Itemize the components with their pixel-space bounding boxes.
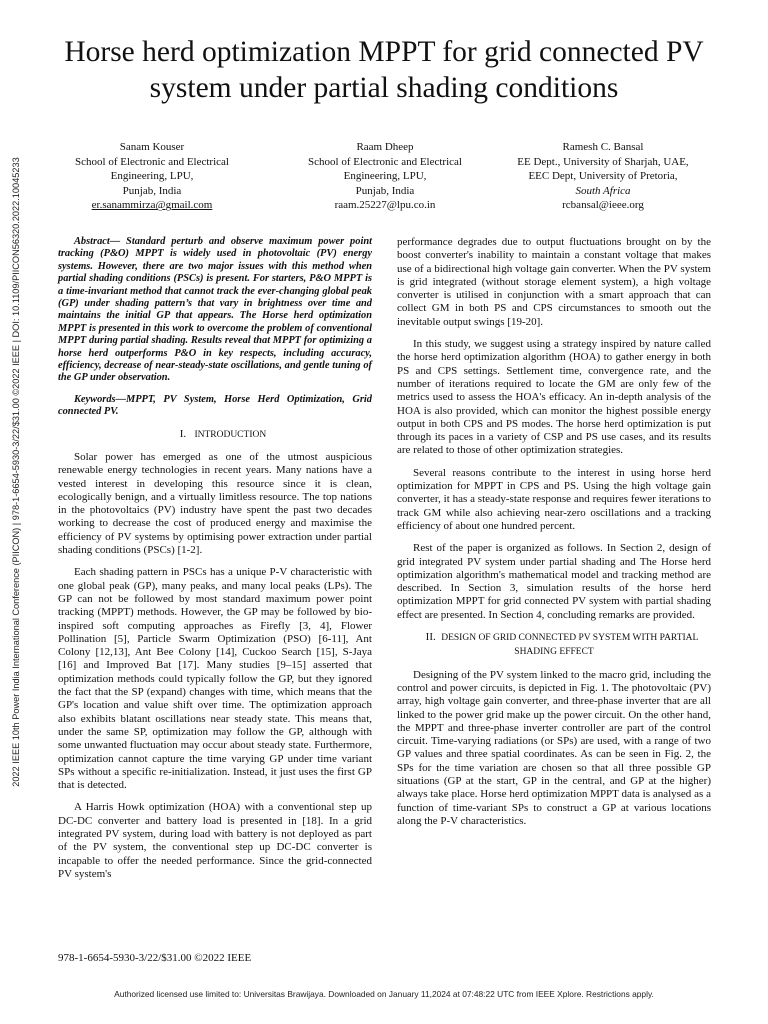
body-paragraph: In this study, we suggest using a strategy inspired by nature called the horse herd optimization algorithm (HOA) to gather energy in both PS and CPS settings. Settlement time, convergence rate, and the number of iterations required to locate the GM are only few of the metrics used to assess the HOA's efficacy. An in-depth analysis of the HOA is also provided, which can monitor the highest possible energy output in both CPS and PS modes. The horse herd optimization is put through its paces in a variety of CSP and PS use cases, and its results are related to those of other optimization strategies.: [397, 338, 711, 457]
author-name: Ramesh C. Bansal: [562, 141, 644, 153]
body-paragraph: A Harris Howk optimization (HOA) with a conventional step up DC-DC converter and battery load is presented in [18]. In a grid integrated PV system, during load with battery is not deployed as part of the PV system, the conventional step up DC-DC converter is incapable to offer the needed performance. Since the grid-connected PV system's: [58, 801, 372, 880]
side-citation: [8, 157, 24, 787]
right-column: [397, 236, 711, 837]
abstract-lead: Abstract—: [74, 236, 121, 247]
paper-title: Horse herd optimization MPPT for grid connected PV system under partial shading conditions: [64, 36, 704, 104]
author-email: raam.25227@lpu.co.in: [334, 199, 436, 212]
body-paragraph: Rest of the paper is organized as follows. In Section 2, design of grid integrated PV system under partial shading and The Horse herd optimization algorithm's mathematical model and tracking method are described. In Section 3, simulation results of the horse herd optimization MPPT for grid connected PV system with partial shading effect are presented. In Section 4, concluding remarks are provided.: [397, 542, 711, 621]
section-heading-introduction: [58, 428, 372, 442]
body-paragraph: Several reasons contribute to the interest in using horse herd optimization for MPPT in CPS and PS. Using the high voltage gain converter, it has a steady-state response and requires fewer iterations to track GM while also achieving near-zero oscillations and a tracking efficiency of about one hundred percent.: [397, 466, 711, 532]
side-citation-text: 2022 IEEE 10th Power India International Conference (PIICON) | 978-1-6654-5930-3/22/$31.00 ©2022 IEEE | DOI: 10.1109/PIICON56320.2022.10045233: [11, 157, 21, 787]
keywords: [58, 394, 372, 419]
author-name: Raam Dheep: [356, 141, 414, 153]
section-title-line2: SHADING EFFECT: [514, 647, 594, 658]
footer-copyright: 978-1-6654-5930-3/22/$31.00 ©2022 IEEE: [58, 952, 252, 964]
body-paragraph: Designing of the PV system linked to the macro grid, including the control and power circuits, is depicted in Fig. 1. The photovoltaic (PV) array, high voltage gain converter, and three-phase inverter that are all linked to the power grid make up the power circuit. On the other hand, the MPPT and three-phase inverter controller are part of the control circuit. Time-varying radiations (or SPs) are used, with a range of two GP values and three spatial coordinates. As can be seen in Fig. 2, the SPs for the time variation are chosen so that all three possible GP situations (GP at the start, GP in the central, and GP at the higher) always take place. Horse herd optimization MPPT data is analysed as a function of time-variant SPs to construct a GP at various locations along the P-V characteristics.: [397, 668, 711, 827]
license-notice: Authorized licensed use limited to: Universitas Brawijaya. Downloaded on January 11,2024 at 07:48:22 UTC from IEEE Xplore. Restrictions apply.: [114, 989, 654, 999]
author-block-3: [498, 140, 708, 213]
author-affiliation: Engineering, LPU,: [110, 170, 194, 183]
author-block-2: [285, 140, 485, 213]
section-heading-design: [397, 631, 711, 660]
abstract-text: Standard perturb and observe maximum power point tracking (P&O) MPPT is widely used in photovoltaic (PV) energy systems. However, there are two major issues with this method when partial shading conditions (PSCs) is present. For starters, P&O MPPT is a time-invariant method that cannot track the ever-changing global peak (GP) under shading pattern’s that vary in brightness over time and maintains the initial GP that appears. The Horse herd optimization MPPT is presented in this work to overcome the problem of conventional MPPT during partial shading. Results reveal that MPPT for optimizing a horse herd outperforms P&O in key respects, including accuracy, efficiency, decrease of near-steady-state oscillations, and gentle tuning of the GP under observation.: [58, 236, 372, 384]
section-number: II.: [425, 631, 436, 644]
body-paragraph: Solar power has emerged as one of the utmost auspicious renewable energy technologies in recent years. Many nations have a vested interest in developing this resource since it is clean, ecologically benign, and a virtually limitless resource. The top nations in the photovoltaics (PV) industry have spent the past two decades working to decrease the cost of produced energy and maximise the efficiency of PV systems by optimising power extraction under partial shading conditions (PSCs) [1-2].: [58, 450, 372, 557]
author-email: rcbansal@ieee.org: [562, 199, 644, 212]
author-email-link[interactable]: er.sanammirza@gmail.com: [91, 199, 213, 212]
body-paragraph: Each shading pattern in PSCs has a unique P-V characteristic with one global peak (GP), many peaks, and many local peaks (LPs). The GP can not be followed by most standard maximum power point tracking (MPPT) methods. However, the GP may be followed by bio-inspired soft computing approaches as Firefly [3, 4], Flower Pollination [5], Particle Swarm Optimization (PSO) [6-11], Ant Colony [12,13], Ant Bee Colony [14], Cuckoo Search [15], S-Jaya [16] and Improved Bat [17]. Many studies [9–15] asserted that optimization methods could typically follow the GP, but they ignored the fact that the SP (expand) changes with time, which means that the GP's location and value shift over time. The optimization approach also exhibits blatant oscillations near steady state. This means that, under the same SP, optimization may follow the GP, although with some unwanted fluctuation may occur about steady state. Furthermore, optimization cannot capture the time varying GP under time variant SPs without a specific re-initialization. Instead, it just uses the first GP that is detected.: [58, 566, 372, 792]
section-title-line1: DESIGN OF GRID CONNECTED PV SYSTEM WITH PARTIAL: [441, 633, 699, 644]
author-affiliation: EE Dept., University of Sharjah, UAE,: [517, 155, 689, 168]
body-paragraph: performance degrades due to output fluctuations brought on by the boost converter's inability to maintain a constant voltage that makes use of a bidirectional high voltage gain converter. When the PV system is grid integrated (without storage element system), a high voltage converter is utilised in conjunction with a smart approach that can collect GM in both PS and CPS circumstances to smooth out the inevitable output swings [19-20].: [397, 236, 711, 328]
author-block-1: [52, 140, 252, 213]
section-number: I.: [179, 427, 187, 440]
author-affiliation: EEC Dept, University of Pretoria,: [528, 170, 678, 183]
section-title: INTRODUCTION: [194, 429, 267, 440]
author-name: Sanam Kouser: [119, 141, 185, 153]
author-affiliation: School of Electronic and Electrical: [308, 155, 462, 168]
author-location: Punjab, India: [355, 184, 415, 197]
author-location: South Africa: [575, 184, 631, 197]
author-affiliation: Engineering, LPU,: [343, 170, 427, 183]
left-column: [58, 236, 372, 890]
abstract: [58, 236, 372, 385]
author-location: Punjab, India: [122, 184, 182, 197]
author-affiliation: School of Electronic and Electrical: [75, 155, 229, 168]
keywords-lead: Keywords—: [74, 393, 126, 405]
keywords-text: MPPT, PV System, Horse Herd Optimization, Grid connected PV.: [58, 393, 372, 418]
